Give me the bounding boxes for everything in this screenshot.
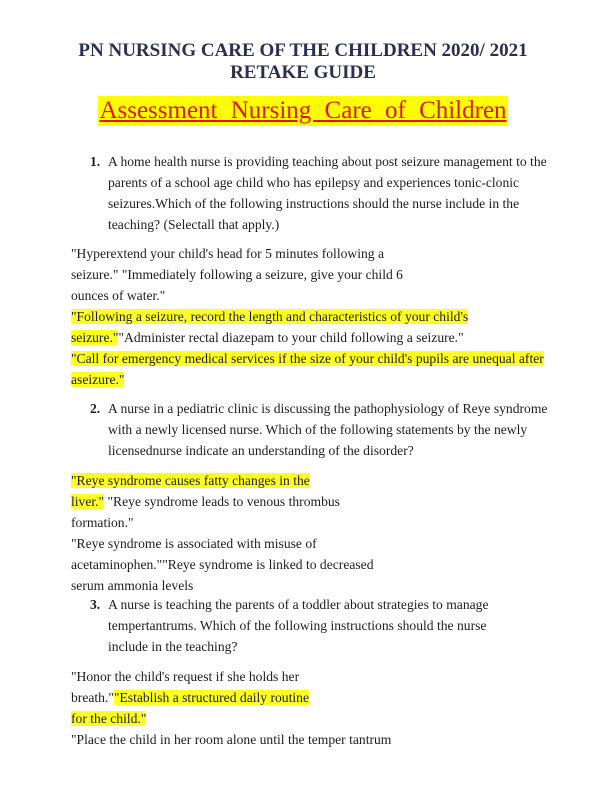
answer-text: seizure." "Immediately following a seizure, give your child 6 [71, 267, 403, 282]
answer-line [71, 729, 551, 750]
question-2 [90, 398, 548, 461]
answer-text: acetaminophen.""Reye syndrome is linked to decreased [71, 557, 374, 572]
answer-text: "Reye syndrome is associated with misuse of [71, 536, 317, 551]
answer-line [71, 491, 551, 512]
answer-line [71, 327, 551, 348]
answer-line [71, 666, 551, 687]
answer-text: "Place the child in her room alone until the temper tantrum [71, 732, 392, 747]
correct-answer-highlight: liver." [71, 494, 105, 509]
answer-text: serum ammonia levels [71, 578, 194, 593]
question-number: 3. [90, 597, 101, 612]
correct-answer-highlight: "Call for emergency medical services if the size of your child's pupils are unequal after [71, 351, 544, 366]
answer-line [71, 369, 551, 390]
answer-line [71, 533, 551, 554]
answer-line [71, 285, 551, 306]
correct-answer-highlight: aseizure." [71, 372, 125, 387]
answer-text: "Honor the child's request if she holds her [71, 669, 300, 684]
answer-text: breath." [71, 690, 114, 705]
question-number: 2. [90, 401, 101, 416]
correct-answer-highlight: "Reye syndrome causes fatty changes in the [71, 473, 310, 488]
correct-answer-highlight: "Establish a structured daily routine [113, 690, 309, 705]
section-heading-container [0, 96, 606, 126]
answer-line [71, 243, 551, 264]
title-line-2: RETAKE GUIDE [230, 62, 376, 83]
answer-options-1 [71, 243, 551, 390]
question-line: A nurse in a pediatric clinic is discussing the pathophysiology of Reye syndrome [108, 401, 548, 416]
answer-text: "Administer rectal diazepam to your child following a seizure." [118, 330, 464, 345]
section-heading: Assessment Nursing Care of Children [99, 97, 507, 124]
answer-line [71, 512, 551, 533]
answer-line [71, 470, 551, 491]
question-line: A home health nurse is providing teaching about post seizure management to the [108, 154, 547, 169]
question-line: seizures.Which of the following instructions should the nurse include in the [108, 196, 520, 211]
answer-line [71, 708, 551, 729]
answer-text: "Reye syndrome leads to venous thrombus [104, 494, 340, 509]
answer-text: ounces of water." [71, 288, 166, 303]
question-number: 1. [90, 154, 101, 169]
question-line: with a newly licensed nurse. Which of the following statements by the newly [108, 422, 528, 437]
correct-answer-highlight: "Following a seizure, record the length and characteristics of your child's [71, 309, 469, 324]
question-line: A nurse is teaching the parents of a toddler about strategies to manage [108, 597, 489, 612]
question-line: parents of a school age child who has epilepsy and experiences tonic-clonic [108, 175, 520, 190]
answer-line [71, 348, 551, 369]
answer-line [71, 554, 551, 575]
correct-answer-highlight: seizure." [71, 330, 119, 345]
question-line: include in the teaching? [108, 639, 238, 654]
answer-options-2 [71, 470, 551, 596]
question-line: teaching? (Selectall that apply.) [108, 217, 280, 232]
question-line: licensednurse indicate an understanding of the disorder? [108, 443, 414, 458]
question-text [108, 594, 540, 657]
answer-line [71, 306, 551, 327]
question-line: tempertantrums. Which of the following instructions should the nurse [108, 618, 487, 633]
answer-line [71, 264, 551, 285]
correct-answer-highlight: for the child." [71, 711, 147, 726]
question-3 [90, 594, 540, 657]
answer-text: formation." [71, 515, 134, 530]
question-1 [90, 151, 547, 235]
title-line-1: PN NURSING CARE OF THE CHILDREN 2020/ 2021 [78, 40, 528, 61]
answer-line [71, 575, 551, 596]
answer-text: "Hyperextend your child's head for 5 minutes following a [71, 246, 385, 261]
question-text [108, 398, 548, 461]
answer-line [71, 687, 551, 708]
question-text [108, 151, 547, 235]
answer-options-3 [71, 666, 551, 750]
document-title [0, 40, 606, 84]
